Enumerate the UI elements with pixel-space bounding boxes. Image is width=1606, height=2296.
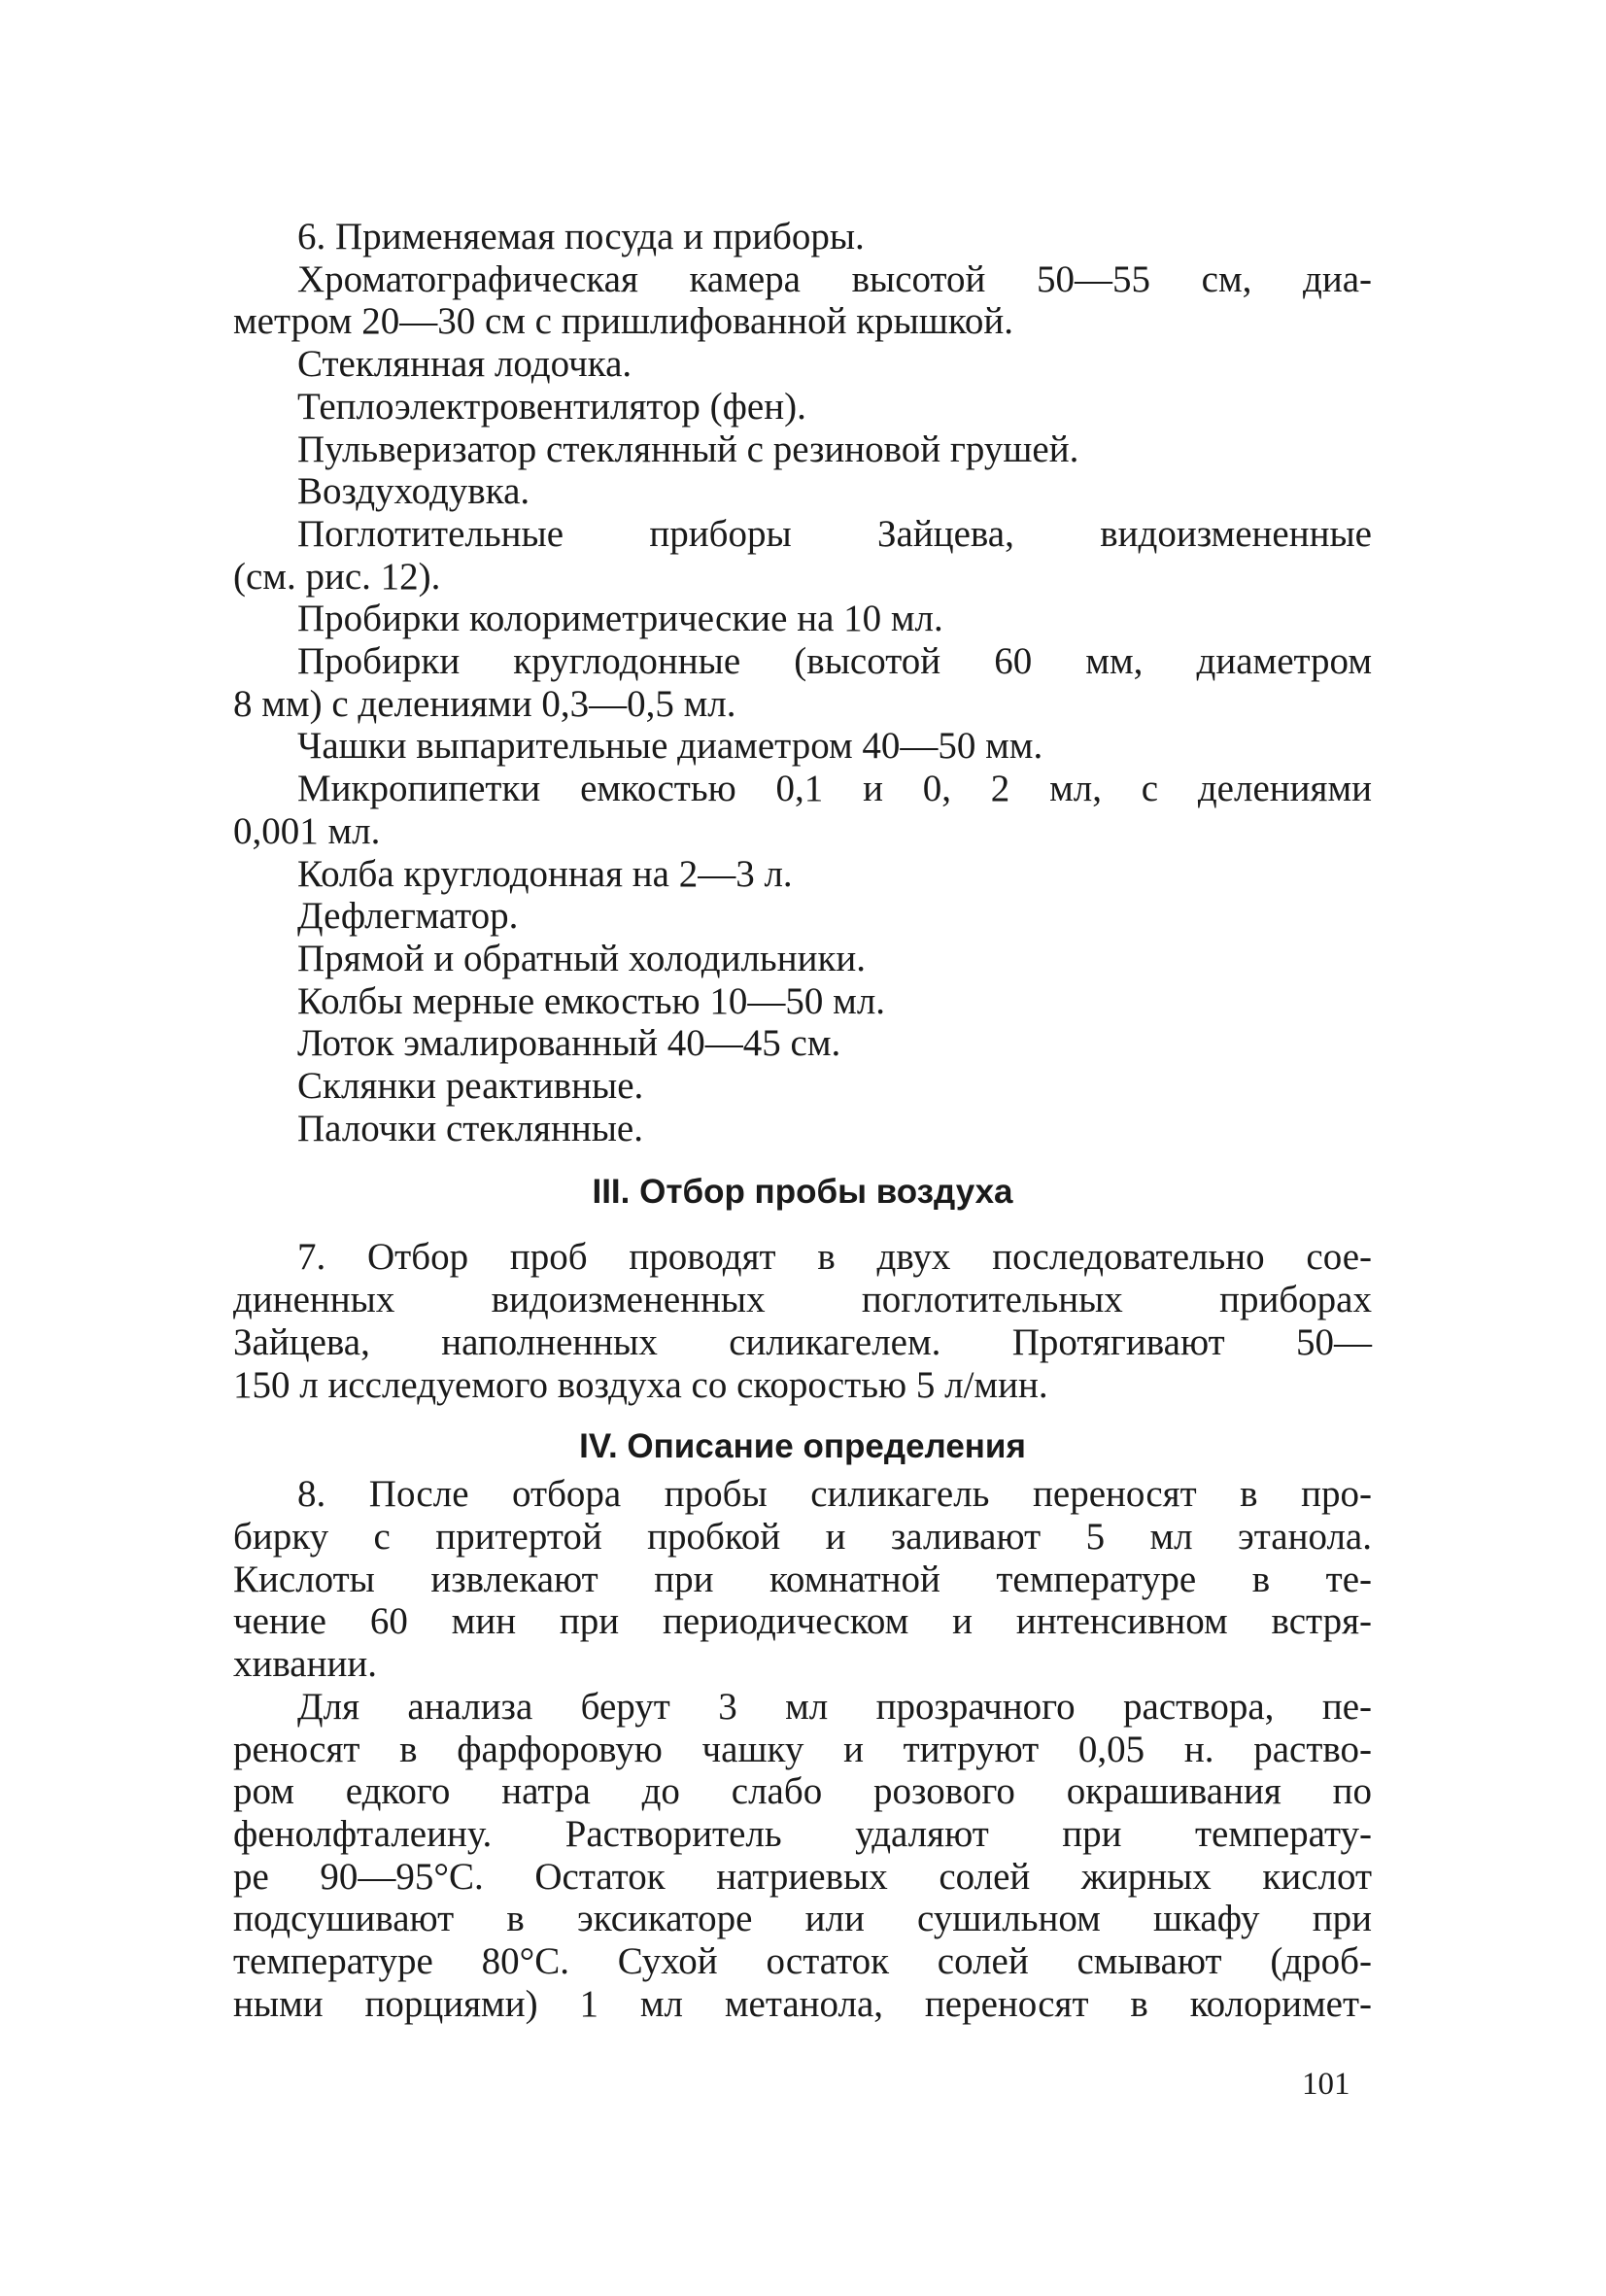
text-line: Пробирки колориметрические на 10 мл. xyxy=(297,598,943,640)
text-line: 0,001 мл. xyxy=(233,809,381,852)
heading-air-sampling: III. Отбор пробы воздуха xyxy=(592,1173,1013,1212)
text-line: Микропипетки емкостью 0,1 и 0, 2 мл, с делениями xyxy=(297,768,1372,810)
text-line: Зайцева, наполненных силикагелем. Протягивают 50— xyxy=(233,1320,1372,1363)
text-line: 6. Применяемая посуда и приборы. xyxy=(297,216,865,257)
text-line: Прямой и обратный холодильники. xyxy=(297,937,867,979)
text-line: 150 л исследуемого воздуха со скоростью 5 л/мин. xyxy=(233,1363,1048,1406)
text-line: (см. рис. 12). xyxy=(233,555,441,598)
text-line: ными порциями) 1 мл метанола, переносят в колоримет- xyxy=(233,1982,1372,2025)
text-line: ре 90—95°С. Остаток натриевых солей жирных кислот xyxy=(233,1855,1372,1898)
page-number: 101 xyxy=(1302,2067,1350,2102)
text-line: подсушивают в эксикаторе или сушильном шкафу при xyxy=(233,1898,1372,1940)
text-line: 8 мм) с делениями 0,3—0,5 мл. xyxy=(233,682,736,725)
heading-determination-description: IV. Описание определения xyxy=(579,1427,1026,1466)
text-line: Поглотительные приборы Зайцева, видоизмененные xyxy=(297,512,1372,555)
equipment-list xyxy=(233,216,1372,1149)
text-line: Стеклянная лодочка. xyxy=(297,343,632,386)
text-line: Воздуходувка. xyxy=(297,470,530,513)
text-line: фенолфталеину. Растворитель удаляют при температу- xyxy=(233,1812,1372,1855)
text-line: Теплоэлектровентилятор (фен). xyxy=(297,385,806,428)
text-line: Пульверизатор стеклянный с резиновой грушей. xyxy=(297,428,1079,470)
description-paragraphs xyxy=(233,1473,1372,2025)
text-line: метром 20—30 см с пришлифованной крышкой. xyxy=(233,300,1013,343)
text-line: Палочки стеклянные. xyxy=(297,1107,643,1149)
text-line: Пробирки круглодонные (высотой 60 мм, диаметром xyxy=(297,640,1372,683)
text-line: Кислоты извлекают при комнатной температуре в те- xyxy=(233,1558,1372,1600)
text-line: хивании. xyxy=(233,1643,377,1686)
sampling-paragraph xyxy=(233,1236,1372,1406)
text-line: Хроматографическая камера высотой 50—55 см, диа- xyxy=(297,257,1372,300)
text-line: Колбы мерные емкостью 10—50 мл. xyxy=(297,979,886,1022)
text-line: Колба круглодонная на 2—3 л. xyxy=(297,852,793,895)
text-line: Дефлегматор. xyxy=(297,895,519,938)
text-line: диненных видоизмененных поглотительных приборах xyxy=(233,1279,1372,1321)
text-line: Для анализа берут 3 мл прозрачного раствора, пе- xyxy=(297,1685,1372,1728)
text-line: ром едкого натра до слабо розового окрашивания по xyxy=(233,1770,1372,1813)
text-line: 7. Отбор проб проводят в двух последовательно сое- xyxy=(297,1236,1372,1279)
text-line: реносят в фарфоровую чашку и титруют 0,05 н. раство- xyxy=(233,1728,1372,1770)
text-line: 8. После отбора пробы силикагель переносят в про- xyxy=(297,1473,1372,1516)
text-line: Чашки выпарительные диаметром 40—50 мм. xyxy=(297,725,1043,768)
text-line: чение 60 мин при периодическом и интенсивном встря- xyxy=(233,1600,1372,1643)
text-line: бирку с притертой пробкой и заливают 5 мл этанола. xyxy=(233,1515,1372,1558)
text-line: температуре 80°С. Сухой остаток солей смывают (дроб- xyxy=(233,1940,1372,1983)
page-content xyxy=(233,216,1372,2025)
text-line: Склянки реактивные. xyxy=(297,1065,644,1108)
text-line: Лоток эмалированный 40—45 см. xyxy=(297,1022,841,1065)
